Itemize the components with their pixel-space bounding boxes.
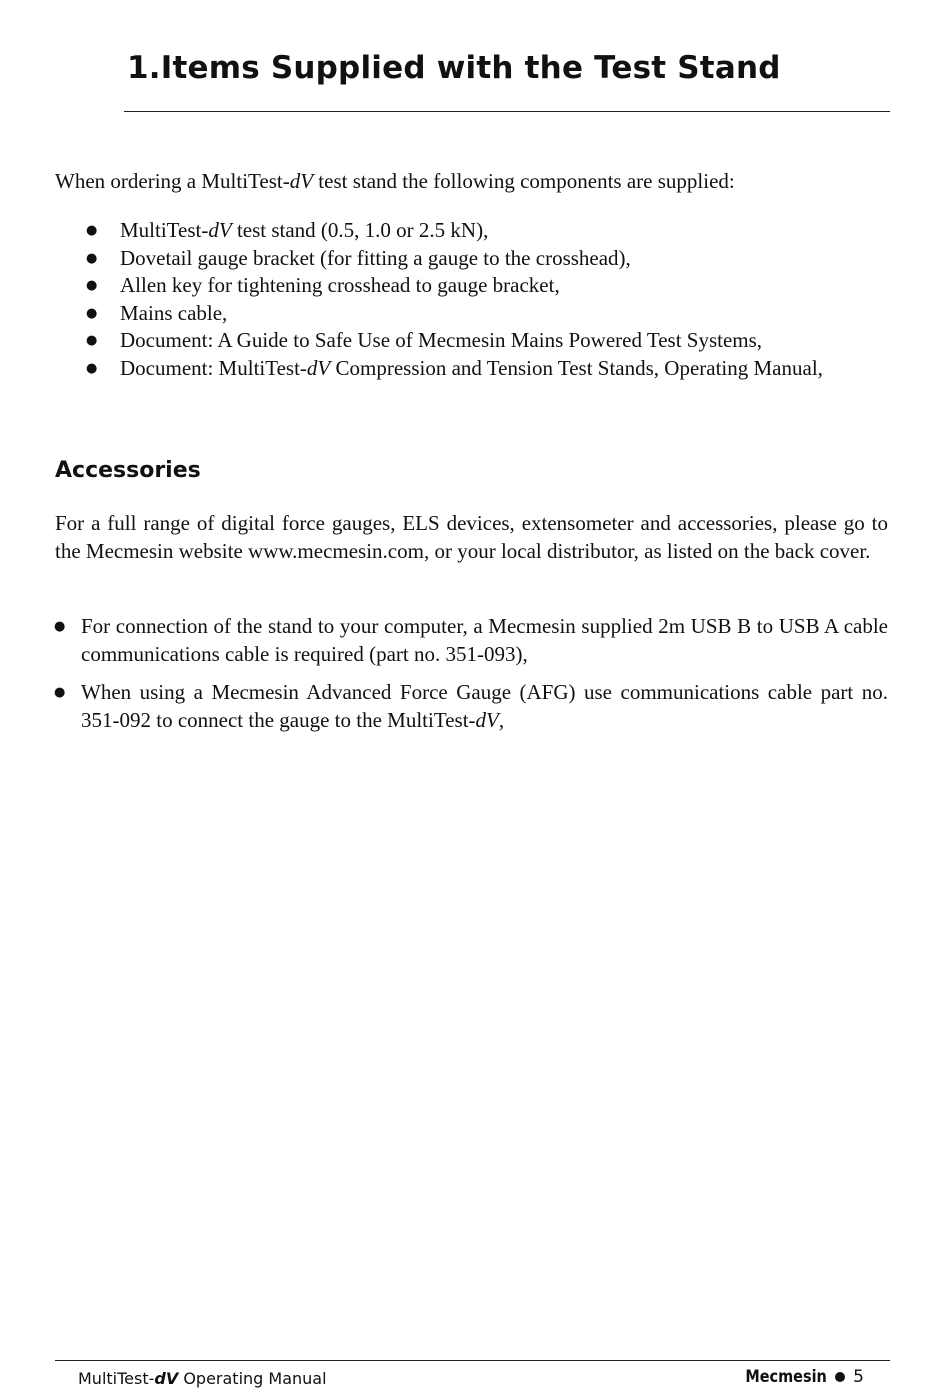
item-text-end: Compression and Tension Test Stands, Operating Manual, (330, 355, 823, 380)
chapter-title-text: Items Supplied with the Test Stand (160, 50, 781, 86)
item-text: For connection of the stand to your computer, a Mecmesin supplied 2m USB B to USB A cable communications cable is required (part no. 351-093), (81, 614, 888, 666)
list-item (86, 272, 888, 300)
intro-text-start: When ordering a MultiTest- (55, 169, 290, 193)
chapter-number: 1. (127, 50, 161, 86)
footer-title-end: Operating Manual (178, 1369, 327, 1388)
intro-text-italic: dV (289, 169, 314, 193)
item-text: Mains cable, (120, 300, 228, 325)
title-divider (124, 111, 890, 112)
item-text-end: test stand (0.5, 1.0 or 2.5 kN), (231, 218, 489, 242)
list-item (86, 217, 888, 245)
footer-brand-page (731, 1367, 864, 1387)
item-text: Document: MultiTest- (120, 355, 307, 380)
accessories-paragraph: For a full range of digital force gauges, ELS devices, extensometer and accessories, please go to the Mecmesin website www.mecmesin.com, or your local distributor, as listed on the back cover. (55, 511, 888, 563)
bullet-icon: ● (86, 278, 98, 293)
bullet-icon: ● (86, 360, 98, 376)
list-item (86, 327, 888, 355)
bullet-icon: ● (54, 619, 66, 634)
item-italic: dV (306, 355, 331, 380)
list-item (54, 613, 888, 668)
bullet-separator-icon (835, 1372, 845, 1382)
list-item (86, 355, 888, 383)
item-text: Dovetail gauge bracket (for fitting a gauge to the crosshead), (120, 245, 631, 270)
list-item (54, 679, 888, 734)
footer-title-start: MultiTest- (78, 1369, 155, 1388)
page-number: 5 (853, 1367, 864, 1387)
item-text: When using a Mecmesin Advanced Force Gauge (AFG) use communications cable part no. 351-092 to connect the gauge to the MultiTest- (81, 680, 888, 732)
bullet-icon: ● (86, 305, 98, 321)
footer-manual-title (78, 1369, 327, 1388)
intro-text-end: test stand the following components are supplied: (313, 169, 735, 193)
supplied-items-list (86, 217, 888, 382)
footer-divider (55, 1360, 890, 1361)
list-item (86, 245, 888, 273)
footer-title-italic: dV (154, 1369, 179, 1388)
item-italic: dV (475, 707, 499, 732)
list-item (86, 300, 888, 328)
bullet-icon: ● (86, 333, 98, 348)
item-text: Allen key for tightening crosshead to gauge bracket, (120, 273, 560, 297)
chapter-title (127, 50, 781, 86)
item-text-end: , (498, 707, 505, 732)
accessories-list (54, 613, 888, 745)
intro-paragraph (55, 168, 888, 196)
item-text: MultiTest- (120, 218, 209, 242)
item-text: Document: A Guide to Safe Use of Mecmesin Mains Powered Test Systems, (120, 328, 763, 352)
bullet-icon: ● (54, 685, 66, 700)
accessories-heading: Accessories (55, 458, 201, 483)
bullet-icon: ● (86, 223, 98, 238)
bullet-icon: ● (86, 250, 98, 266)
footer-brand: Mecmesin (745, 1367, 828, 1387)
item-italic: dV (208, 218, 232, 242)
